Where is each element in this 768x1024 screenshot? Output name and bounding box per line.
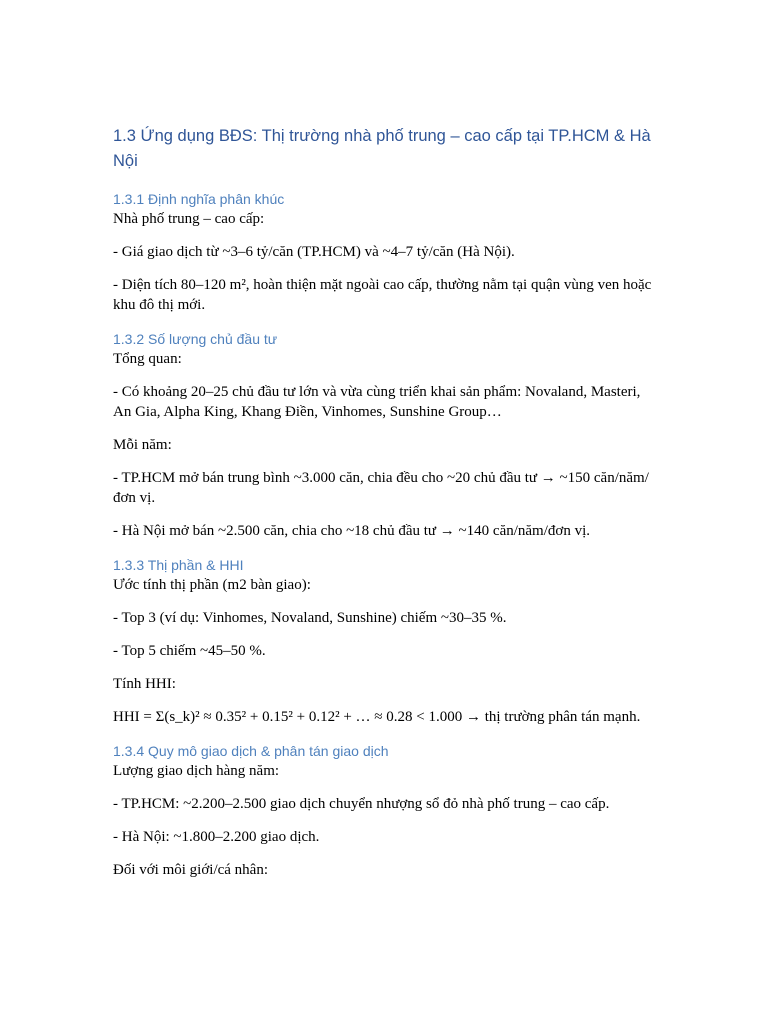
paragraph: Lượng giao dịch hàng năm: bbox=[113, 763, 280, 779]
paragraph: - Hà Nội mở bán ~2.500 căn, chia cho ~18 chủ đầu tư → ~140 căn/năm/đơn vị. bbox=[113, 523, 590, 539]
paragraph: - Có khoảng 20–25 chủ đầu tư lớn và vừa cùng triển khai sản phẩm: Novaland, Masteri, An Gia, Alpha King, Khang Điền, Vinhomes, Sunshine Group… bbox=[113, 384, 641, 420]
paragraph: - Diện tích 80–120 m², hoàn thiện mặt ngoài cao cấp, thường nằm tại quận vùng ven hoặc khu đô thị mới. bbox=[113, 277, 652, 313]
paragraph: Đối với môi giới/cá nhân: bbox=[113, 862, 269, 878]
paragraph: - Giá giao dịch từ ~3–6 tỷ/căn (TP.HCM) và ~4–7 tỷ/căn (Hà Nội). bbox=[113, 244, 515, 260]
paragraph: Mỗi năm: bbox=[113, 437, 172, 453]
section-market-share bbox=[113, 555, 658, 727]
section-heading: 1.3.4 Quy mô giao dịch & phân tán giao dịch bbox=[113, 743, 389, 759]
section-heading: 1.3.2 Số lượng chủ đầu tư bbox=[113, 331, 278, 347]
paragraph: - TP.HCM mở bán trung bình ~3.000 căn, chia đều cho ~20 chủ đầu tư → ~150 căn/năm/đơn vị. bbox=[113, 470, 649, 506]
section-investors bbox=[113, 329, 658, 541]
paragraph: - TP.HCM: ~2.200–2.500 giao dịch chuyển nhượng sổ đỏ nhà phố trung – cao cấp. bbox=[113, 796, 610, 812]
paragraph: Tổng quan: bbox=[113, 351, 182, 367]
page-title: 1.3 Ứng dụng BĐS: Thị trường nhà phố trung – cao cấp tại TP.HCM & Hà Nội bbox=[113, 127, 651, 170]
paragraph: Ước tính thị phần (m2 bàn giao): bbox=[113, 577, 311, 593]
formula-paragraph: HHI = Σ(s_k)² ≈ 0.35² + 0.15² + 0.12² + … ≈ 0.28 < 1.000 → thị trường phân tán mạnh. bbox=[113, 709, 641, 725]
section-definition bbox=[113, 189, 658, 315]
section-transactions bbox=[113, 741, 658, 880]
document-body bbox=[113, 124, 658, 880]
paragraph: Nhà phố trung – cao cấp: bbox=[113, 211, 265, 227]
paragraph: - Top 3 (ví dụ: Vinhomes, Novaland, Sunshine) chiếm ~30–35 %. bbox=[113, 610, 507, 626]
paragraph: - Top 5 chiếm ~45–50 %. bbox=[113, 643, 266, 659]
section-heading: 1.3.1 Định nghĩa phân khúc bbox=[113, 191, 285, 207]
paragraph: - Hà Nội: ~1.800–2.200 giao dịch. bbox=[113, 829, 320, 845]
paragraph: Tính HHI: bbox=[113, 676, 176, 692]
section-heading: 1.3.3 Thị phần & HHI bbox=[113, 557, 244, 573]
